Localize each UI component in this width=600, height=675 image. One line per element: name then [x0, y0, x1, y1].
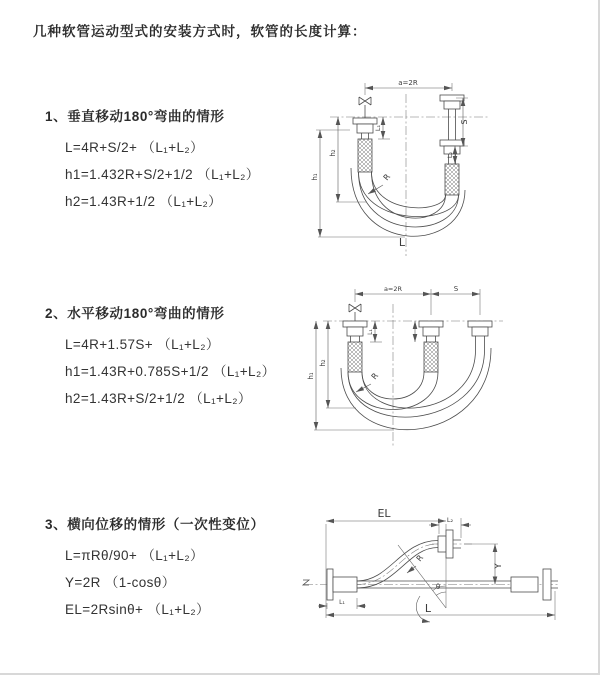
- formula-line: L=4R+S/2+ （L₁+L₂）: [65, 140, 204, 155]
- section-3-heading: 3、横向位移的情形（一次性变位）: [45, 517, 265, 532]
- formula-line: L=πRθ/90+ （L₁+L₂）: [65, 548, 204, 563]
- formula-line: EL=2Rsinθ+ （L₁+L₂）: [65, 602, 210, 617]
- dimension-span: [365, 79, 452, 95]
- formula-line: h2=1.43R+1/2 （L₁+L₂）: [65, 194, 223, 209]
- formula-line: h1=1.43R+0.785S+1/2 （L₁+L₂）: [65, 364, 276, 379]
- formula-line: L=4R+1.57S+ （L₁+L₂）: [65, 337, 220, 352]
- left-hose-fitting: [327, 569, 357, 600]
- dim-label-radius: R: [369, 371, 381, 382]
- dimension-y: [464, 544, 504, 585]
- dim-label-theta: θ: [435, 583, 441, 591]
- dim-label-length: L: [424, 602, 432, 615]
- braided-section: [424, 342, 438, 372]
- dim-label-l1: L₁: [339, 599, 345, 606]
- formula-line: h1=1.432R+S/2+1/2 （L₁+L₂）: [65, 167, 260, 182]
- radius-callout: [407, 553, 425, 573]
- dim-label-h1: h₁: [311, 173, 319, 181]
- page-title: 几种软管运动型式的安装方式时，软管的长度计算：: [33, 24, 367, 39]
- dim-label-radius: R: [414, 553, 426, 564]
- braided-section: [445, 164, 459, 195]
- diagram-lateral-displacement: [298, 496, 598, 648]
- section-1-formulas: [65, 134, 260, 215]
- section-lateral-displacement: [45, 513, 265, 623]
- hose-u-bend: [341, 348, 491, 430]
- dim-label-h2: h₂: [329, 149, 337, 157]
- dim-label-radius: R: [381, 172, 393, 183]
- dimension-l: [326, 591, 555, 620]
- dim-label-y: Y: [494, 563, 504, 569]
- dim-label-l2: L₂: [446, 516, 454, 524]
- dim-label-l2: L₂: [446, 151, 454, 159]
- diagram-horizontal-180-bend: [298, 278, 598, 453]
- dim-label-length: L: [398, 236, 406, 249]
- dimension-l1: [318, 598, 366, 609]
- section-2-formulas: [65, 331, 276, 412]
- dim-label-l1: L₁: [367, 329, 374, 335]
- middle-hose-fitting: [419, 321, 443, 372]
- dim-label-h1: h₁: [307, 372, 315, 380]
- dimension-s: [431, 285, 480, 294]
- dim-label-span: a=2R: [398, 79, 418, 87]
- valve-icon: [359, 97, 371, 118]
- diagram-vertical-180-bend: [298, 70, 598, 260]
- valve-icon: [349, 304, 361, 321]
- dim-label-h2: h₂: [319, 359, 327, 367]
- formula-line: h2=1.43R+S/2+1/2 （L₁+L₂）: [65, 391, 252, 406]
- dim-label-s: S: [453, 285, 459, 293]
- right-hose-fitting: [468, 321, 492, 350]
- left-hose-fitting: [343, 321, 367, 372]
- formula-line: Y=2R （1-cosθ）: [65, 575, 176, 590]
- section-horizontal-180: [45, 302, 276, 412]
- right-hose-fitting: [440, 95, 464, 195]
- braided-section: [348, 342, 362, 372]
- dim-label-l1: L₁: [374, 124, 382, 132]
- dim-label-span: a=2R: [383, 285, 403, 293]
- section-3-formulas: [65, 542, 265, 623]
- dimension-l1: [367, 321, 382, 342]
- section-1-heading: 1、垂直移动180°弯曲的情形: [45, 109, 225, 124]
- braided-section: [358, 139, 372, 172]
- dim-label-el: EL: [377, 507, 391, 520]
- dim-label-s: S: [460, 119, 469, 125]
- dimension-span: [355, 285, 480, 315]
- section-vertical-180: [45, 105, 260, 215]
- section-2-heading: 2、水平移动180°弯曲的情形: [45, 306, 225, 321]
